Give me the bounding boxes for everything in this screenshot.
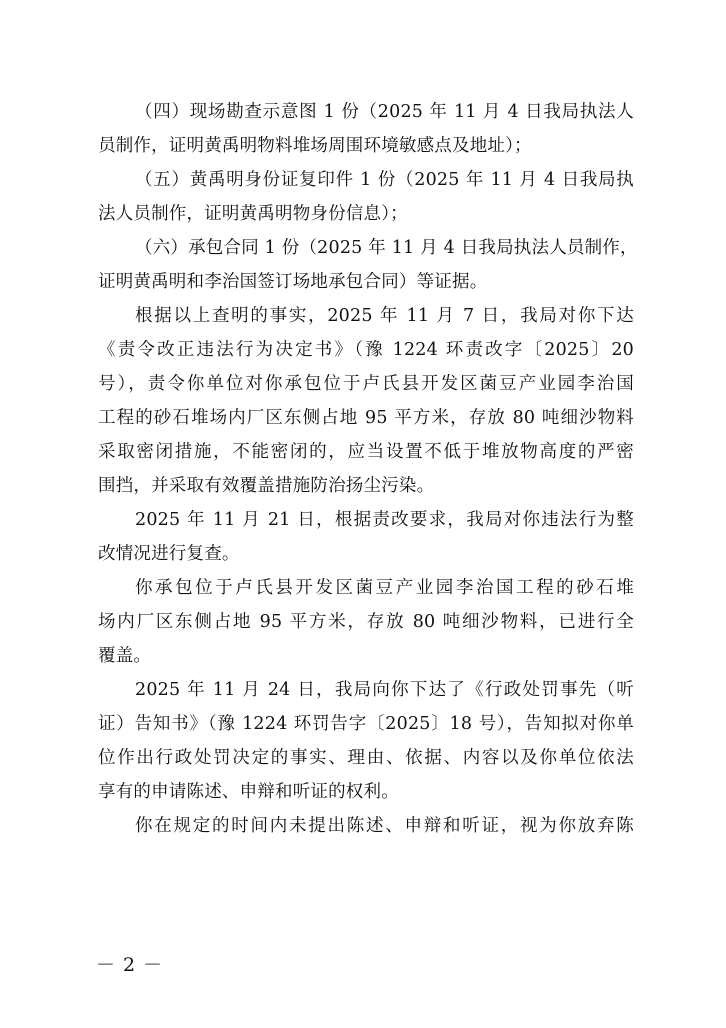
text-line: 享有的申请陈述、申辩和听证的权利。 xyxy=(98,782,399,802)
text-line: 采取密闭措施，不能密闭的，应当设置不低于堆放物高度的严密 xyxy=(98,442,634,462)
text-line: 证）告知书》（豫 1224 环罚告字〔2025〕18 号），告知拟对你单 xyxy=(98,714,634,734)
text-line: （六）承包合同 1 份（2025 年 11 月 4 日我局执法人员制作， xyxy=(135,238,638,258)
text-line: （五）黄禹明身份证复印件 1 份（2025 年 11 月 4 日我局执 xyxy=(135,170,634,190)
text-line: 围挡，并采取有效覆盖措施防治扬尘污染。 xyxy=(98,476,435,496)
text-line: 根据以上查明的事实，2025 年 11 月 7 日，我局对你下达 xyxy=(135,306,634,326)
text-line: 《责令改正违法行为决定书》（豫 1224 环责改字〔2025〕20 xyxy=(98,340,634,360)
text-line: 你在规定的时间内未提出陈述、申辩和听证，视为你放弃陈 xyxy=(135,816,634,836)
text-line: 证明黄禹明和李治国签订场地承包合同）等证据。 xyxy=(98,272,488,292)
text-line: 工程的砂石堆场内厂区东侧占地 95 平方米，存放 80 吨细沙物料 xyxy=(98,408,634,428)
paragraph xyxy=(98,809,634,843)
paragraph xyxy=(98,503,634,571)
text-line: 法人员制作，证明黄禹明物身份信息）； xyxy=(98,204,408,224)
paragraph xyxy=(98,571,634,673)
paragraph xyxy=(98,163,634,231)
text-line: 员制作，证明黄禹明物料堆场周围环境敏感点及地址）； xyxy=(98,136,532,156)
document-body xyxy=(98,95,638,843)
text-line: 你承包位于卢氏县开发区菌豆产业园李治国工程的砂石堆 xyxy=(135,578,634,598)
text-line: （四）现场勘查示意图 1 份（2025 年 11 月 4 日我局执法人 xyxy=(135,102,634,122)
text-line: 场内厂区东侧占地 95 平方米，存放 80 吨细沙物料，已进行全 xyxy=(98,612,634,632)
text-line: 位作出行政处罚决定的事实、理由、依据、内容以及你单位依法 xyxy=(98,748,634,768)
text-line: 覆盖。 xyxy=(98,646,152,666)
paragraph xyxy=(98,231,638,299)
text-line: 改情况进行复查。 xyxy=(98,544,240,564)
paragraph xyxy=(98,673,634,809)
text-line: 2025 年 11 月 21 日，根据责改要求，我局对你违法行为整 xyxy=(135,510,634,530)
page-number: － 2 － xyxy=(96,954,164,976)
paragraph xyxy=(98,299,634,503)
text-line: 2025 年 11 月 24 日，我局向你下达了《行政处罚事先（听 xyxy=(135,680,634,700)
paragraph xyxy=(98,95,634,163)
text-line: 号），责令你单位对你承包位于卢氏县开发区菌豆产业园李治国 xyxy=(98,374,634,394)
